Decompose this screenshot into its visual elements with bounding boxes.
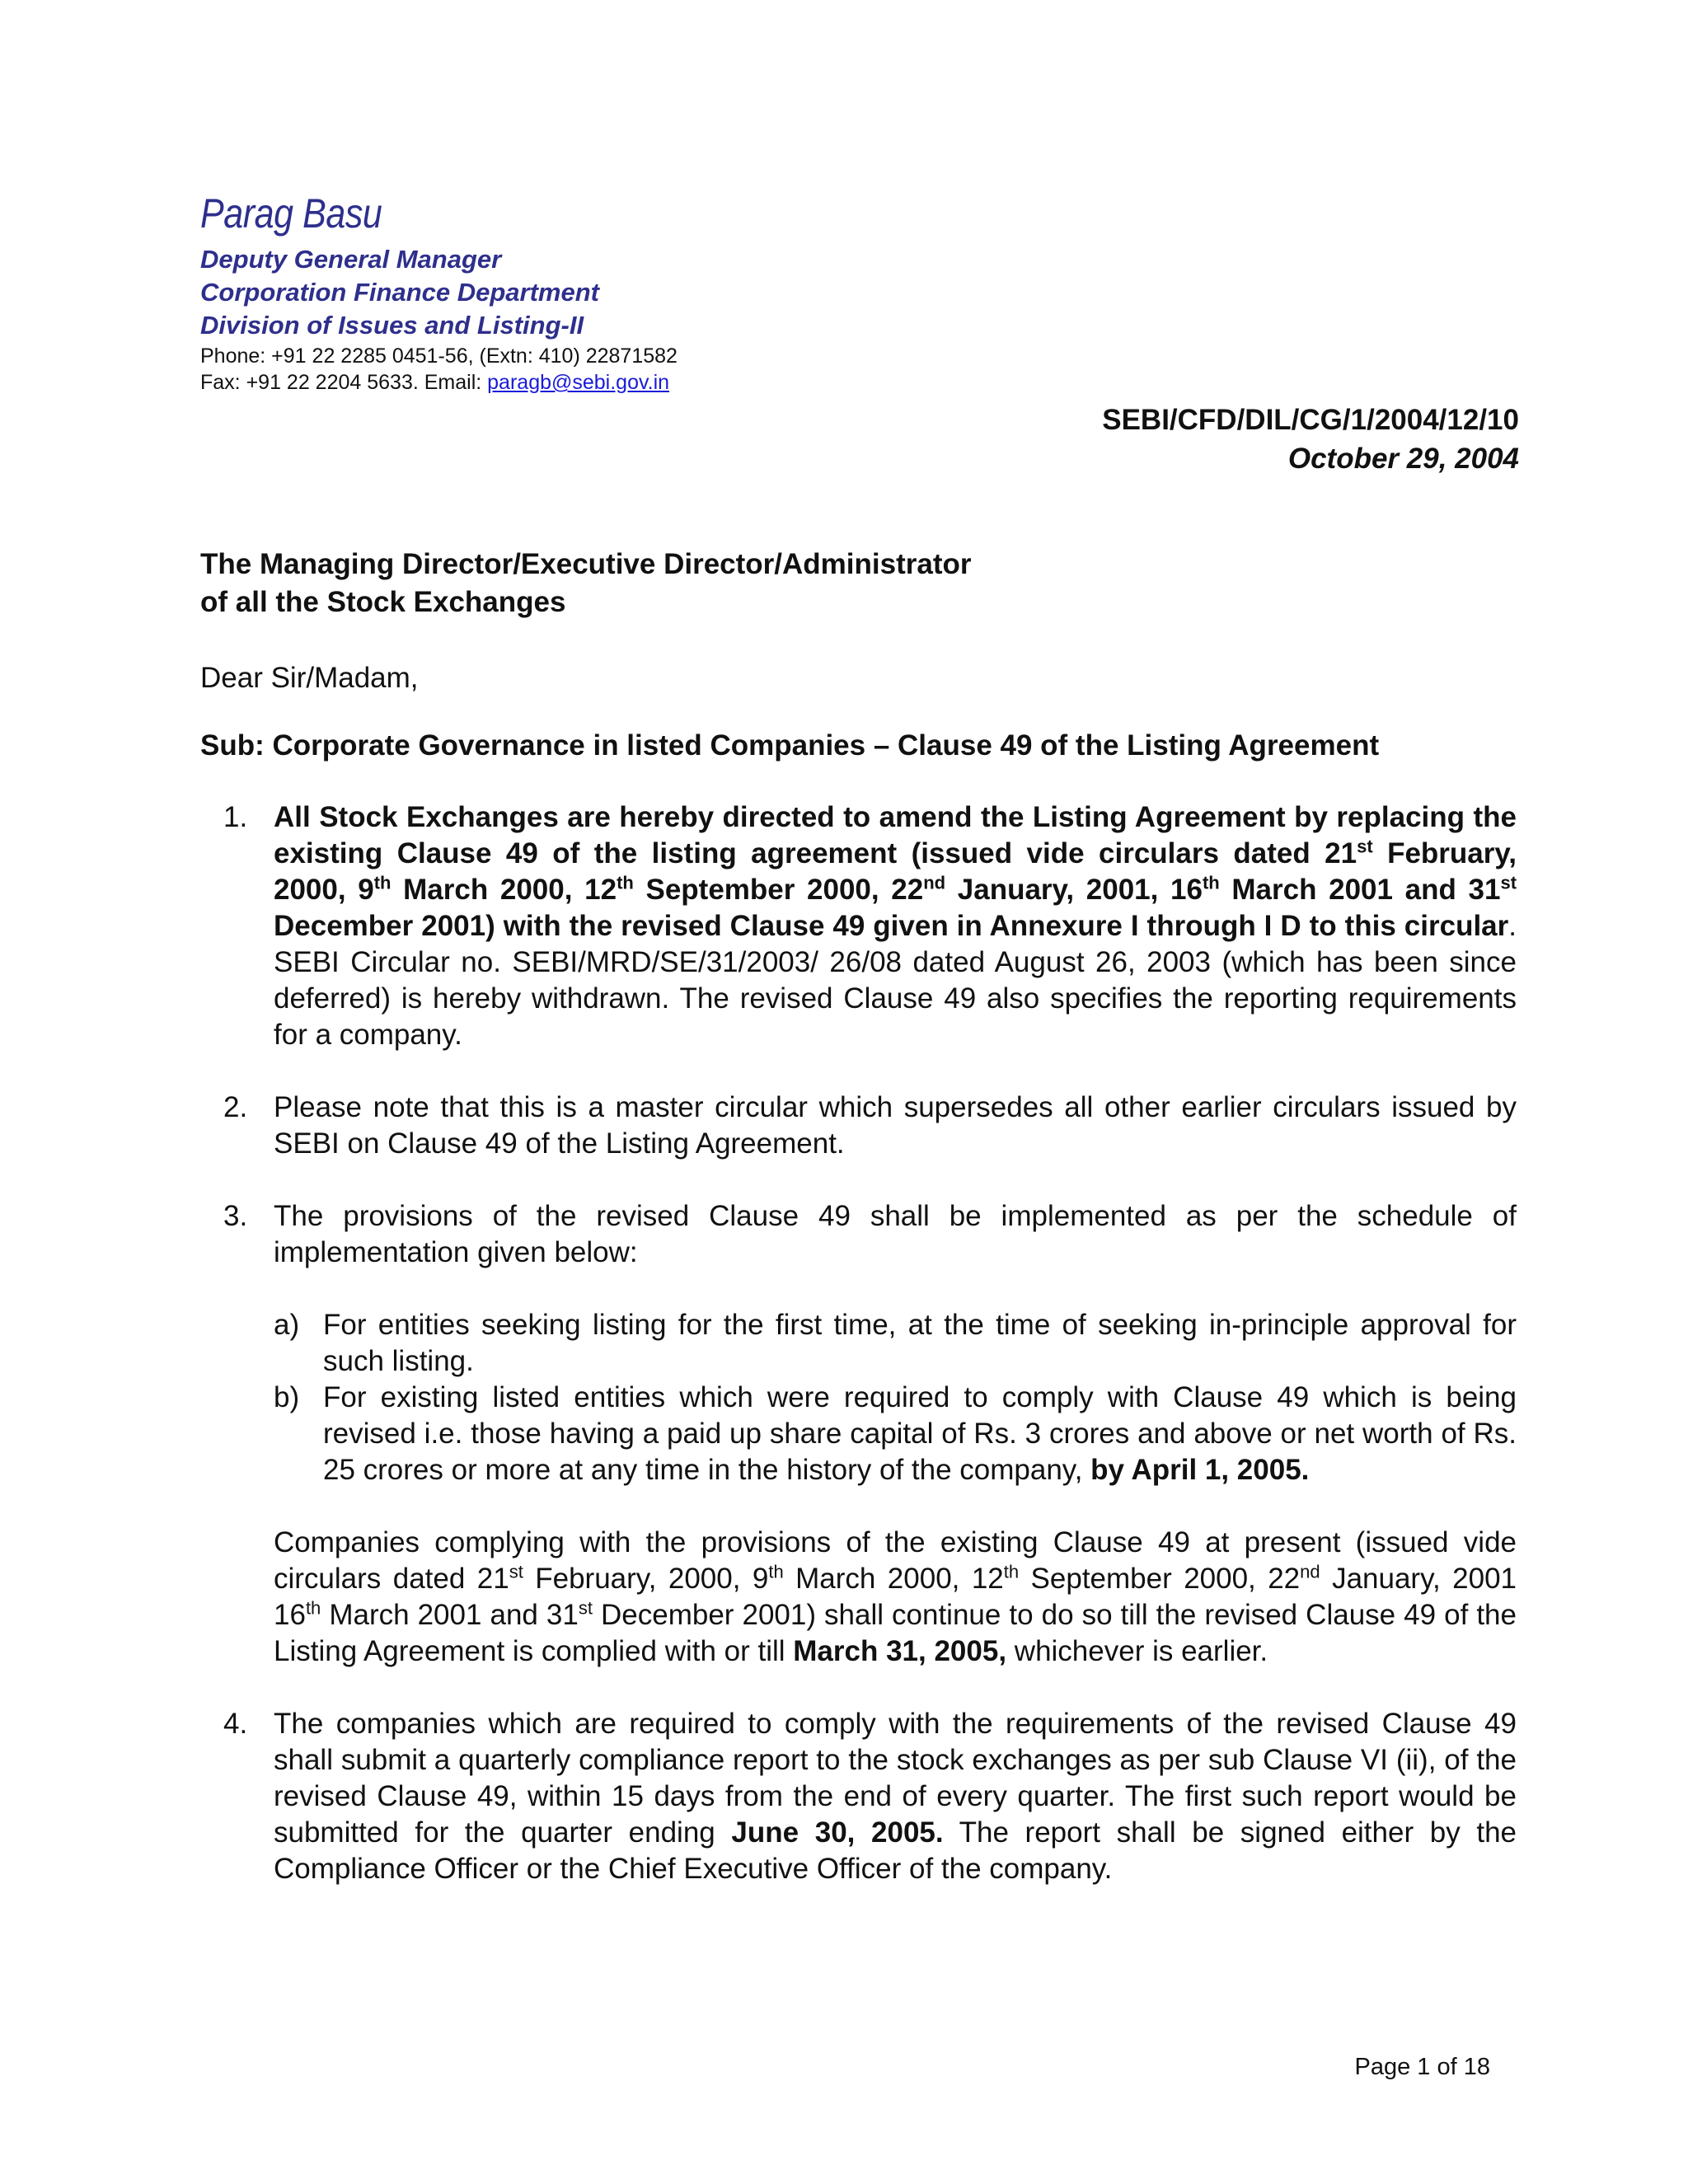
paragraph-3 [200,1198,1519,1670]
paragraph-number: 2. [223,1091,248,1123]
circular-body [200,799,1519,1924]
sender-name: Parag Basu [200,190,382,237]
paragraph-number: 1. [223,801,248,833]
paragraph-text: The companies which are required to comply with the requirements of the revised Clause 49 shall submit a quarterly compliance report to the stock exchanges as per sub Clause VI (ii), of the revised Clause 49, within 15 days from the end of every quarter. The first such report would be submitted for the quarter ending June 30, 2005. The report shall be signed either by the Compliance Officer or the Chief Executive Officer of the company. [274,1708,1517,1885]
schedule-item-b [274,1380,1517,1488]
paragraph-3-intro: The provisions of the revised Clause 49 shall be implemented as per the schedule of implementation given below: [274,1200,1517,1268]
addressee-line-1: The Managing Director/Executive Director/Administrator [200,548,972,580]
email-link[interactable]: paragb@sebi.gov.in [487,371,670,394]
paragraph-text: Please note that this is a master circular which supersedes all other earlier circulars issued by SEBI on Clause 49 of the Listing Agreement. [274,1091,1517,1160]
sender-fax [200,370,942,395]
subject-line: Sub: Corporate Governance in listed Companies – Clause 49 of the Listing Agreement [200,729,1380,762]
paragraph-text: All Stock Exchanges are hereby directed to amend the Listing Agreement by replacing the existing Clause 49 of the listing agreement (issued vide circulars dated 21st February, 2000, 9th March 2000, 12th September 2000, 22nd January, 2001, 16th March 2001 and 31st December 2001) with the revised Clause 49 given in Annexure I through I D to this circular. SEBI Circular no. SEBI/MRD/SE/31/2003/ 26/08 dated August 26, 2003 (which has been since deferred) is hereby withdrawn. The revised Clause 49 also specifies the reporting requirements for a company. [274,801,1517,1051]
paragraph-number: 4. [223,1708,248,1740]
paragraph-text [274,1198,1517,1670]
paragraph-3-continuation: Companies complying with the provisions of the existing Clause 49 at present (issued vide circulars dated 21st February, 2000, 9th March 2000, 12th September 2000, 22nd January, 2001 16th March 2001 and 31st December 2001) shall continue to do so till the revised Clause 49 of the Listing Agreement is complied with or till March 31, 2005, whichever is earlier. [274,1526,1517,1667]
addressee [200,546,1354,621]
paragraph-2 [200,1090,1519,1162]
sender-department: Corporation Finance Department [200,278,599,307]
schedule-label: a) [274,1309,300,1341]
paragraph-4 [200,1706,1519,1887]
page-number: Page 1 of 18 [1354,2054,1490,2080]
sender-phone: Phone: +91 22 2285 0451-56, (Extn: 410) 22871582 [200,344,678,368]
sender-division: Division of Issues and Listing-II [200,311,584,340]
sender-block [200,191,942,395]
schedule-label: b) [274,1381,300,1413]
reference-block [1102,401,1519,478]
schedule-list [274,1307,1517,1488]
paragraph-number: 3. [223,1200,248,1232]
reference-number: SEBI/CFD/DIL/CG/1/2004/12/10 [1102,404,1519,436]
schedule-item-a [274,1307,1517,1380]
addressee-line-2: of all the Stock Exchanges [200,586,566,618]
schedule-text: For entities seeking listing for the first time, at the time of seeking in-principle approval for such listing. [323,1309,1517,1377]
reference-date: October 29, 2004 [1287,443,1519,475]
salutation: Dear Sir/Madam, [200,662,419,694]
sender-title: Deputy General Manager [200,245,502,274]
fax-text: Fax: +91 22 2204 5633. Email: [200,371,488,394]
schedule-text: For existing listed entities which were required to comply with Clause 49 which is being revised i.e. those having a paid up share capital of Rs. 3 crores and above or net worth of Rs. 25 crores or more at any time in the history of the company, by April 1, 2005. [323,1381,1517,1486]
paragraph-1 [200,799,1519,1053]
